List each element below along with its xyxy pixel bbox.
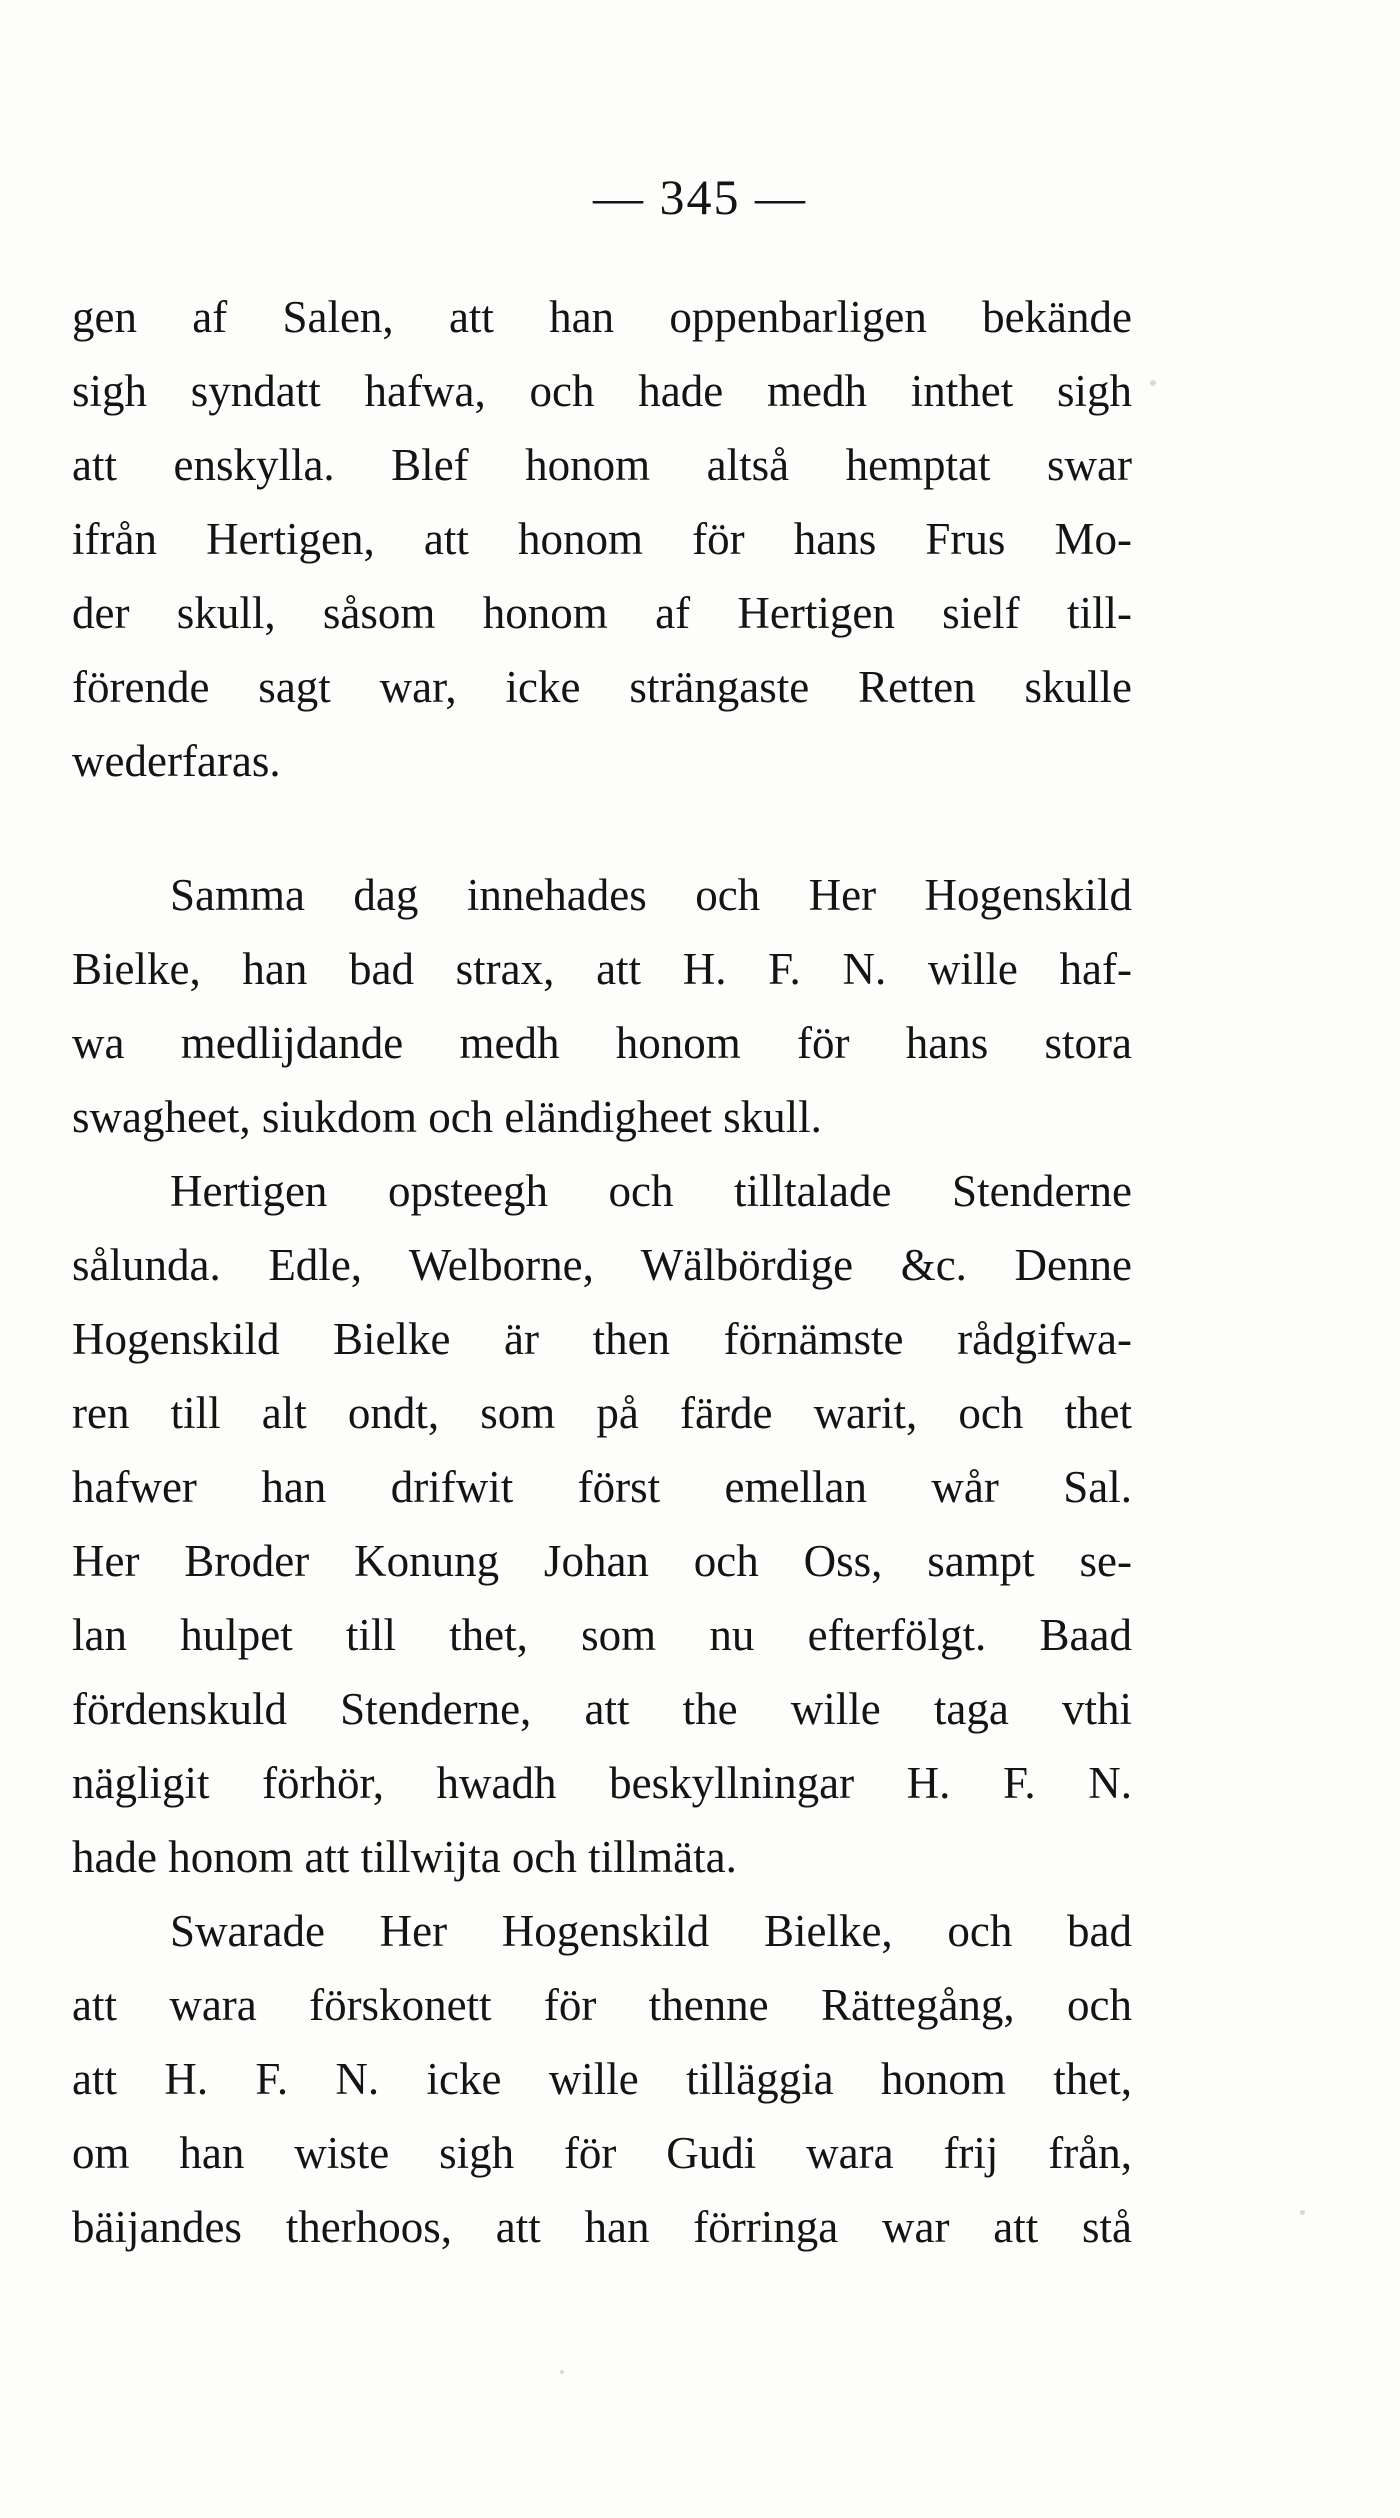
text-line: wederfaras.: [72, 736, 281, 786]
text-line: att wara förskonett för thenne Rättegång, och: [72, 1980, 1132, 2030]
paper-smudge: [1300, 2210, 1305, 2215]
text-line: lan hulpet till thet, som nu efterfölgt. Baad: [72, 1610, 1132, 1660]
text-line: att H. F. N. icke wille tilläggia honom thet,: [72, 2054, 1132, 2104]
text-line: Swarade Her Hogenskild Bielke, och bad: [170, 1906, 1132, 1956]
text-line: ren till alt ondt, som på färde warit, och thet: [72, 1388, 1132, 1438]
text-line: Hertigen opsteegh och tilltalade Stenderne: [170, 1166, 1132, 1216]
text-line: Hogenskild Bielke är then förnämste rådgifwa-: [72, 1314, 1132, 1364]
text-line: hafwer han drifwit först emellan wår Sal.: [72, 1462, 1132, 1512]
text-line: hade honom att tillwijta och tillmäta.: [72, 1832, 737, 1882]
text-line: bäijandes therhoos, att han förringa war att stå: [72, 2202, 1132, 2252]
paragraph: [72, 1894, 1132, 2264]
text-line: om han wiste sigh för Gudi wara frij från,: [72, 2128, 1132, 2178]
paragraph: [72, 858, 1132, 1154]
text-line: sålunda. Edle, Welborne, Wälbördige &c. Denne: [72, 1240, 1132, 1290]
text-line: Her Broder Konung Johan och Oss, sampt se-: [72, 1536, 1132, 1586]
text-line: gen af Salen, att han oppenbarligen bekände: [72, 292, 1132, 342]
text-line: swagheet, siukdom och eländigheet skull.: [72, 1092, 822, 1142]
text-line: der skull, såsom honom af Hertigen sielf till-: [72, 588, 1132, 638]
text-line: Bielke, han bad strax, att H. F. N. wille haf-: [72, 944, 1132, 994]
paper-smudge: [560, 2370, 564, 2374]
text-line: Samma dag innehades och Her Hogenskild: [170, 870, 1132, 920]
text-line: nägligit förhör, hwadh beskyllningar H. F. N.: [72, 1758, 1132, 1808]
paper-smudge: [1150, 380, 1156, 386]
body-text: [72, 280, 1132, 2264]
paragraph: [72, 280, 1132, 798]
text-line: ifrån Hertigen, att honom för hans Frus Mo-: [72, 514, 1132, 564]
page-number: — 345 —: [593, 169, 807, 225]
text-line: fördenskuld Stenderne, att the wille taga vthi: [72, 1684, 1132, 1734]
text-line: förende sagt war, icke strängaste Retten skulle: [72, 662, 1132, 712]
text-line: att enskylla. Blef honom altså hemptat swar: [72, 440, 1132, 490]
text-line: wa medlijdande medh honom för hans stora: [72, 1018, 1132, 1068]
text-line: sigh syndatt hafwa, och hade medh inthet sigh: [72, 366, 1132, 416]
paragraph: [72, 1154, 1132, 1894]
